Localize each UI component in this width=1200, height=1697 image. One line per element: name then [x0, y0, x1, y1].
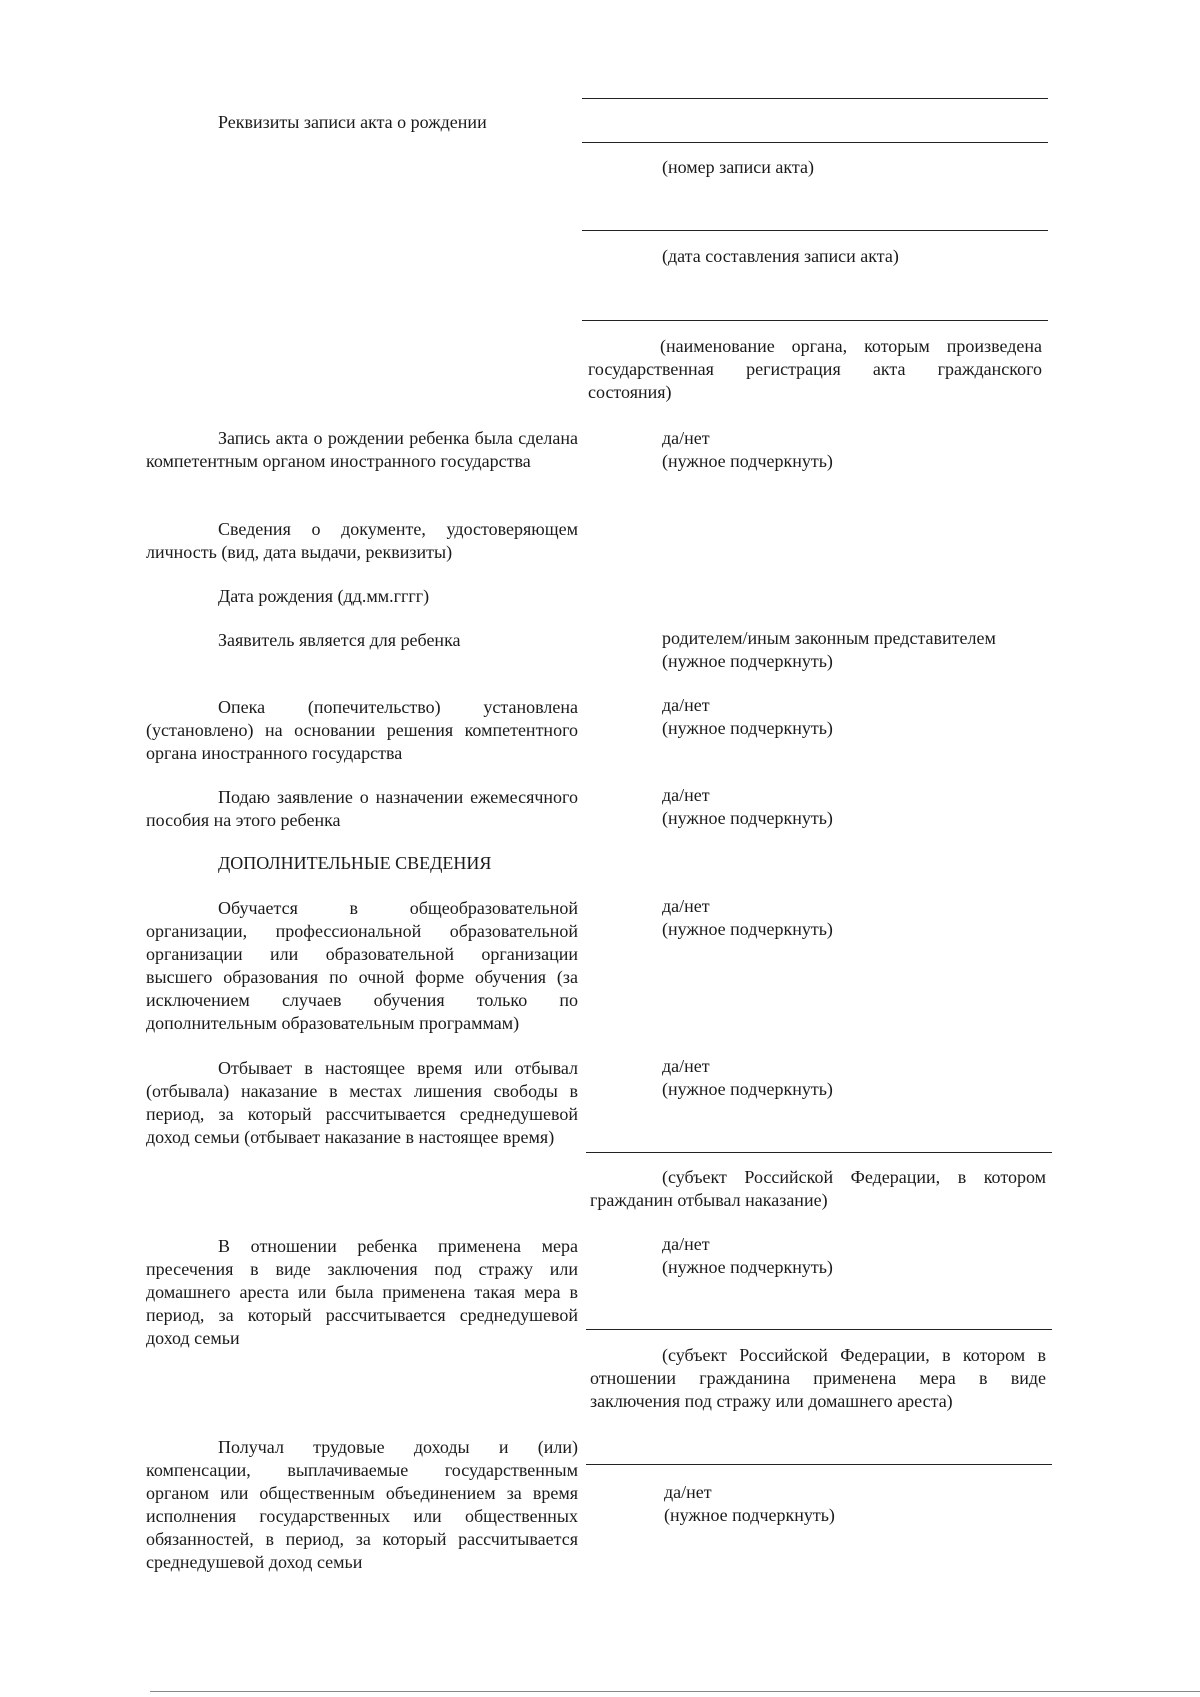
record-number-caption: (номер записи акта)	[662, 157, 814, 177]
custody-region-caption: (субъект Российской Федерации, в котором в отношении гражданина применена мера в виде заключения под стражу или домашнего ареста)	[590, 1345, 1046, 1411]
record-date-caption: (дата составления записи акта)	[662, 246, 899, 266]
imprisonment-note: (нужное подчеркнуть)	[662, 1079, 833, 1099]
identity-doc-label: Сведения о документе, удостоверяющем личность (вид, дата выдачи, реквизиты)	[146, 519, 578, 562]
education-label: Обучается в общеобразовательной организации, профессиональной образовательной организации или образовательной организации высшего образования по очной форме обучения (за исключением случаев обучения только по дополнительным образовательным программам)	[146, 898, 578, 1033]
birth-record-label: Реквизиты записи акта о рождении	[218, 112, 487, 132]
monthly-allowance-value[interactable]: да/нет	[662, 785, 710, 805]
monthly-allowance-label: Подаю заявление о назначении ежемесячного пособия на этого ребенка	[146, 787, 578, 830]
registration-organ-caption: (наименование органа, которым произведена государственная регистрация акта гражданского состояния)	[588, 336, 1042, 402]
applicant-role-label: Заявитель является для ребенка	[218, 630, 461, 650]
applicant-role-note: (нужное подчеркнуть)	[662, 651, 833, 671]
imprisonment-value[interactable]: да/нет	[662, 1056, 710, 1076]
birth-record-line-1[interactable]	[582, 98, 1048, 99]
imprisonment-label: Отбывает в настоящее время или отбывал (отбывала) наказание в местах лишения свободы в период, за который рассчитывается среднедушевой доход семьи (отбывает наказание в настоящее время)	[146, 1058, 578, 1147]
state-duties-income-label: Получал трудовые доходы и (или) компенсации, выплачиваемые государственным органом или общественным объединением за время исполнения государственных или общественных обязанностей, в период, за который рассчитывается среднедушевой доход семьи	[146, 1437, 578, 1572]
record-number-line[interactable]	[582, 142, 1048, 143]
guardianship-label: Опека (попечительство) установлена (установлено) на основании решения компетентного органа иностранного государства	[146, 697, 578, 763]
state-duties-income-note: (нужное подчеркнуть)	[664, 1505, 835, 1525]
birth-date-label: Дата рождения (дд.мм.гггг)	[218, 586, 430, 606]
foreign-record-note: (нужное подчеркнуть)	[662, 451, 833, 471]
state-duties-income-value[interactable]: да/нет	[664, 1482, 712, 1502]
state-duties-income-line[interactable]	[586, 1464, 1052, 1465]
imprisonment-region-caption: (субъект Российской Федерации, в котором гражданин отбывал наказание)	[590, 1167, 1046, 1210]
registration-organ-line[interactable]	[582, 320, 1048, 321]
custody-note: (нужное подчеркнуть)	[662, 1257, 833, 1277]
page-bottom-rule	[150, 1691, 1200, 1692]
education-note: (нужное подчеркнуть)	[662, 919, 833, 939]
custody-value[interactable]: да/нет	[662, 1234, 710, 1254]
guardianship-note: (нужное подчеркнуть)	[662, 718, 833, 738]
imprisonment-region-line[interactable]	[586, 1152, 1052, 1153]
guardianship-value[interactable]: да/нет	[662, 695, 710, 715]
custody-region-line[interactable]	[586, 1329, 1052, 1330]
additional-info-heading: ДОПОЛНИТЕЛЬНЫЕ СВЕДЕНИЯ	[218, 853, 492, 873]
foreign-record-value[interactable]: да/нет	[662, 428, 710, 448]
record-date-line[interactable]	[582, 230, 1048, 231]
applicant-role-value[interactable]: родителем/иным законным представителем	[662, 628, 996, 648]
custody-label: В отношении ребенка применена мера пресечения в виде заключения под стражу или домашнего ареста или была применена такая мера в период, за который рассчитывается среднедушевой доход семьи	[146, 1236, 578, 1348]
foreign-record-label: Запись акта о рождении ребенка была сделана компетентным органом иностранного государства	[146, 428, 578, 471]
education-value[interactable]: да/нет	[662, 896, 710, 916]
monthly-allowance-note: (нужное подчеркнуть)	[662, 808, 833, 828]
